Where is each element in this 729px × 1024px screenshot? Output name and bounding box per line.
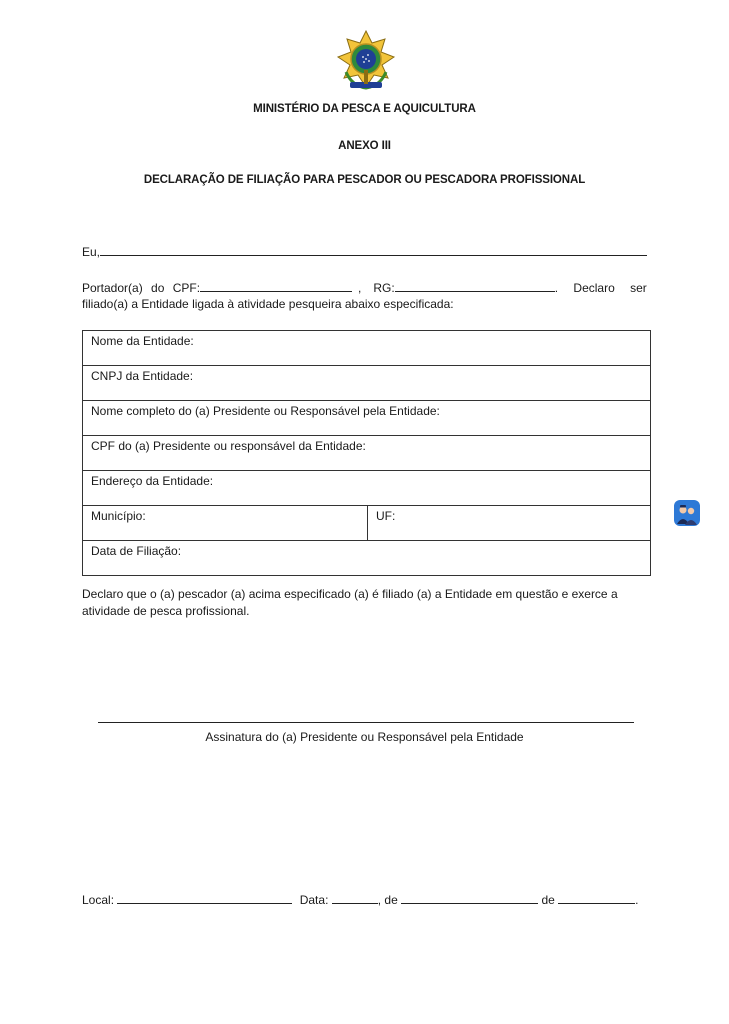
entity-cnpj-cell[interactable]: CNPJ da Entidade: — [83, 366, 651, 401]
day-blank[interactable] — [332, 891, 378, 904]
signature-line[interactable] — [98, 722, 634, 723]
declaration-title: DECLARAÇÃO DE FILIAÇÃO PARA PESCADOR OU PESCADORA PROFISSIONAL — [143, 174, 586, 186]
declaration-paragraph: Declaro que o (a) pescador (a) acima especificado (a) é filiado (a) a Entidade em questão e exerce a atividade de pesca profissional. — [82, 587, 618, 618]
year-blank[interactable] — [558, 891, 635, 904]
affiliation-text: filiado(a) a Entidade ligada à atividade pesqueira abaixo especificada: — [82, 297, 454, 311]
eu-label: Eu, — [82, 245, 101, 259]
date-label: Data: — [299, 893, 329, 907]
assistant-figures-icon — [674, 500, 700, 526]
affiliation-date-cell[interactable]: Data de Filiação: — [83, 541, 651, 576]
cpf-blank[interactable] — [200, 279, 352, 292]
de-label-1: , de — [377, 893, 398, 907]
bearer-cpf-label: Portador(a) do CPF: — [82, 281, 201, 295]
rg-label: RG: — [373, 281, 395, 295]
president-cpf-cell[interactable]: CPF do (a) Presidente ou responsável da Entidade: — [83, 436, 651, 471]
local-label: Local: — [82, 893, 115, 907]
month-blank[interactable] — [401, 891, 538, 904]
name-blank[interactable] — [100, 243, 647, 256]
entity-name-cell[interactable]: Nome da Entidade: — [83, 331, 651, 366]
name-line — [82, 243, 647, 259]
municipality-cell[interactable]: Município: — [83, 506, 368, 541]
rg-blank[interactable] — [395, 279, 555, 292]
president-name-cell[interactable]: Nome completo do (a) Presidente ou Responsável pela Entidade: — [83, 401, 651, 436]
annex-title: ANEXO III — [338, 140, 391, 152]
entity-address-cell[interactable]: Endereço da Entidade: — [83, 471, 651, 506]
uf-cell[interactable]: UF: — [368, 506, 651, 541]
local-blank[interactable] — [117, 891, 292, 904]
signature-caption: Assinatura do (a) Presidente ou Responsável pela Entidade — [205, 730, 524, 744]
footer-end: . — [635, 893, 639, 907]
declare-label: . Declaro ser — [554, 281, 647, 295]
document-ids-line: Portador(a) do CPF: , RG: . Declaro ser — [82, 281, 647, 295]
ministry-title: MINISTÉRIO DA PESCA E AQUICULTURA — [253, 103, 476, 115]
de-label-2: de — [541, 893, 555, 907]
footer-place-date-line — [82, 891, 639, 907]
brazil-coat-of-arms-icon — [334, 30, 398, 94]
entity-form-table — [82, 330, 651, 576]
assistant-avatar-icon[interactable] — [674, 500, 700, 526]
